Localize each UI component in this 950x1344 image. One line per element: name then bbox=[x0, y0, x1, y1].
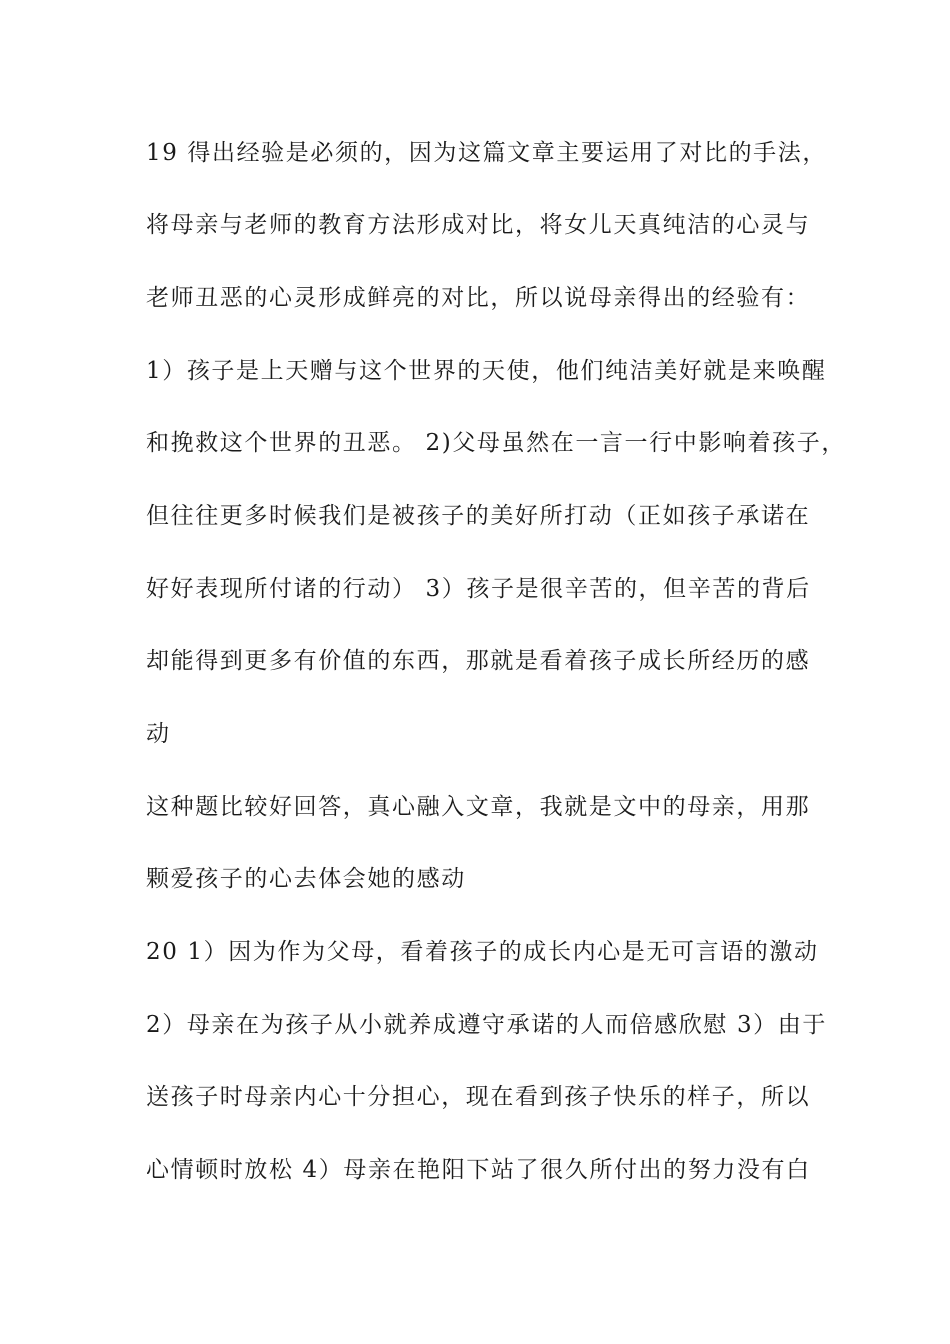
text-line: 1）孩子是上天赠与这个世界的天使，他们纯洁美好就是来唤醒 bbox=[146, 358, 827, 384]
text-line: 老师丑恶的心灵形成鲜亮的对比，所以说母亲得出的经验有： bbox=[146, 285, 811, 311]
text-line: 和挽救这个世界的丑恶。 2)父母虽然在一言一行中影响着孩子， bbox=[146, 430, 846, 456]
text-line: 却能得到更多有价值的东西，那就是看着孩子成长所经历的感 bbox=[146, 648, 811, 674]
text-line: 颗爱孩子的心去体会她的感动 bbox=[146, 866, 466, 892]
text-line: 2）母亲在为孩子从小就养成遵守承诺的人而倍感欣慰 3）由于 bbox=[146, 1012, 827, 1038]
text-line: 动 bbox=[146, 721, 171, 747]
text-line: 将母亲与老师的教育方法形成对比，将女儿天真纯洁的心灵与 bbox=[146, 212, 811, 238]
text-line: 这种题比较好回答，真心融入文章，我就是文中的母亲，用那 bbox=[146, 794, 811, 820]
text-line: 20 1）因为作为父母，看着孩子的成长内心是无可言语的激动 bbox=[146, 939, 819, 965]
text-line: 送孩子时母亲内心十分担心，现在看到孩子快乐的样子，所以 bbox=[146, 1084, 811, 1110]
text-line: 心情顿时放松 4）母亲在艳阳下站了很久所付出的努力没有白 bbox=[146, 1157, 811, 1183]
text-line: 19 得出经验是必须的，因为这篇文章主要运用了对比的手法， bbox=[146, 140, 827, 166]
text-line: 好好表现所付诸的行动） 3）孩子是很辛苦的，但辛苦的背后 bbox=[146, 576, 811, 602]
text-line: 但往往更多时候我们是被孩子的美好所打动（正如孩子承诺在 bbox=[146, 503, 811, 529]
